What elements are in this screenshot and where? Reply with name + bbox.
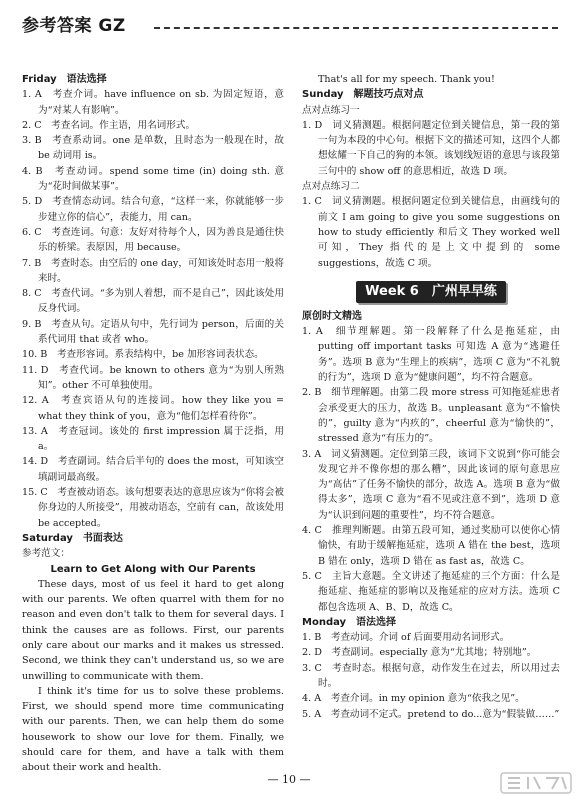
answer-item: 10. B 考查形容词。系表结构中，be 加形容词表状态。 — [22, 349, 264, 361]
sub-heading: 点对点练习一 — [302, 104, 360, 116]
answer-item: 8. C 考查代词。“多为别人着想，而不是自己”，因此该处用反身代词。 — [22, 288, 284, 315]
answer-item: 15. C 考查被动语态。该句想要表达的意思应该为“你将会被你身边的人所接受”，用被动语态，空前有 can，故该处用 be accepted。 — [22, 487, 284, 529]
answer-item: 3. B 考查系动词。one 是单数，且时态为一般现在时，故 be 动词用 is。 — [22, 135, 284, 162]
answer-item: 3. A 词义猜测题。定位到第三段，该词下文说到“你可能会发现它并不像你想的那么糟”，因此该词的原句意思应为“高估”了任务不愉快的部分，故选 A。选项 B 意为“做得太多”，选项 C 意为“看不见或注意不到”，选项 D 意为“认识到问题的重要性”，均不符合题意。 — [302, 448, 560, 521]
answer-item: 1. D 词义猜测题。根据问题定位到关键信息，第一段的第一句为本段的中心句。根据下文的描述可知，这四个人都想炫耀一下自己的狗的本领。该划线短语的意思与该段第三句中的 show off 的意思相近，故选 D 项。 — [302, 119, 560, 177]
answer-item: 14. D 考查副词。结合后半句的 does the most，可知该空填副词最高级。 — [22, 456, 284, 483]
answer-item: 1. C 词义猜测题。根据问题定位到关键信息，由画线句的前文 I am going to give you some suggestions on how to study efficiently 和后文 They worked well 可知，They 指代的是上文中提到的 some suggestions，故选 C 项。 — [302, 196, 560, 269]
answer-item: 11. D 考查代词。be known to others 意为“为别人所熟知”。other 不可单独使用。 — [22, 364, 284, 391]
answer-item: 9. B 考查从句。定语从句中，先行词为 person，后面的关系代词用 that 或者 who。 — [22, 318, 284, 346]
answer-item: 4. C 推理判断题。由第五段可知，通过奖励可以使你心情愉快，有助于缓解拖延症，选项 A 错在 the best，选项 B 错在 only，选项 D 错在 as fast as，故选 C。 — [302, 525, 560, 567]
answer-item: 4. B 考查动词。spend some time (in) doing sth. 意为“花时间做某事”。 — [22, 165, 284, 193]
page-header — [22, 14, 558, 38]
answer-item: 2. B 细节理解题。由第二段 more stress 可知拖延症患者会承受更大的压力，故选 B。unpleasant 意为“不愉快的”，guilty 意为“内疚的”，cheerful 意为“愉快的”，stressed 意为“有压力的”。 — [302, 387, 560, 445]
header-divider — [154, 27, 558, 29]
essay-paragraph: These days, most of us feel it hard to get along with our parents. We often quarrel with them for no reason and even don't talk to them for several days. I think the causes are as follows. First, our parents only care about our marks and it makes us stressed. Second, we think they can't understand us, so we are unwilling to communicate with them. — [22, 578, 284, 682]
section-heading: 原创时文精选 — [302, 310, 362, 322]
sub-heading: 点对点练习二 — [302, 181, 360, 193]
answer-item: 4. A 考查介词。in my opinion 意为“依我之见”。 — [302, 693, 525, 705]
answer-item: 5. A 考查动词不定式。pretend to do...意为“假装做……” — [302, 708, 560, 720]
essay-title: Learn to Get Along with Our Parents — [50, 563, 256, 575]
answer-item: 1. B 考查动词。介词 of 后面要用动名词形式。 — [302, 632, 510, 644]
answer-item: 2. D 考查副词。especially 意为“尤其地；特别地”。 — [302, 647, 537, 659]
left-column — [22, 72, 284, 776]
answer-item: 3. C 考查时态。根据句意，动作发生在过去，所以用过去时。 — [302, 662, 560, 689]
answer-item: 6. C 考查连词。句意：友好对待每个人，因为善良是通往快乐的桥梁。表原因，用 because。 — [22, 226, 284, 254]
answer-item: 13. A 考查冠词。该处的 first impression 属于泛指，用 a。 — [22, 425, 284, 453]
week-banner: Week 6 广州早早练 — [356, 281, 506, 303]
answer-item: 7. B 考查时态。由空后的 one day，可知该处时态用一般将来时。 — [22, 257, 284, 284]
answer-item: 5. C 主旨大意题。全文讲述了拖延症的三个方面：什么是拖延症、拖延症的影响以及拖延症的应对方法。选项 C 都包含选项 A、B、D，故选 C。 — [302, 570, 560, 613]
essay-paragraph: That's all for my speech. Thank you! — [318, 74, 495, 85]
section-heading: Friday 语法选择 — [22, 74, 107, 85]
answer-item: 1. A 细节理解题。第一段解释了什么是拖延症，由 putting off important tasks 可知选 A 意为“逃避任务”。选项 B 意为“生理上的疾病”，选项 C 意为“不礼貌的行为”，选项 D 意为“健康问题”，均不符合题意。 — [302, 326, 560, 384]
label-text: 参考范文： — [22, 548, 70, 560]
section-heading: Sunday 解题技巧点对点 — [302, 89, 424, 101]
essay-paragraph: I think it's time for us to solve these problems. First, we should spend more time communicating with our parents. Then, we can help them do some housework to show our love for them. Finally, we should care for them, and have a talk with them about their work and health. — [22, 685, 284, 774]
watermark-logo — [500, 772, 572, 794]
page-title: 参考答案 GZ — [22, 16, 126, 36]
answer-item: 5. D 考查情态动词。结合句意，“这样一来，你就能够一步步建立你的信心”，表能力，用 can。 — [22, 196, 284, 223]
answer-item: 2. C 考查名词。作主语，用名词形式。 — [22, 119, 196, 131]
answer-item: 12. A 考查宾语从句的连接词。how they like you = what they think of you，意为“他们怎样看待你”。 — [22, 395, 284, 422]
section-heading: Saturday 书面表达 — [22, 532, 123, 544]
section-heading: Monday 语法选择 — [302, 616, 397, 628]
right-column — [302, 72, 560, 722]
answer-item: 1. A 考查介词。have influence on sb. 为固定短语，意为“对某人有影响”。 — [22, 89, 284, 116]
page-number: — 10 — — [267, 773, 311, 786]
